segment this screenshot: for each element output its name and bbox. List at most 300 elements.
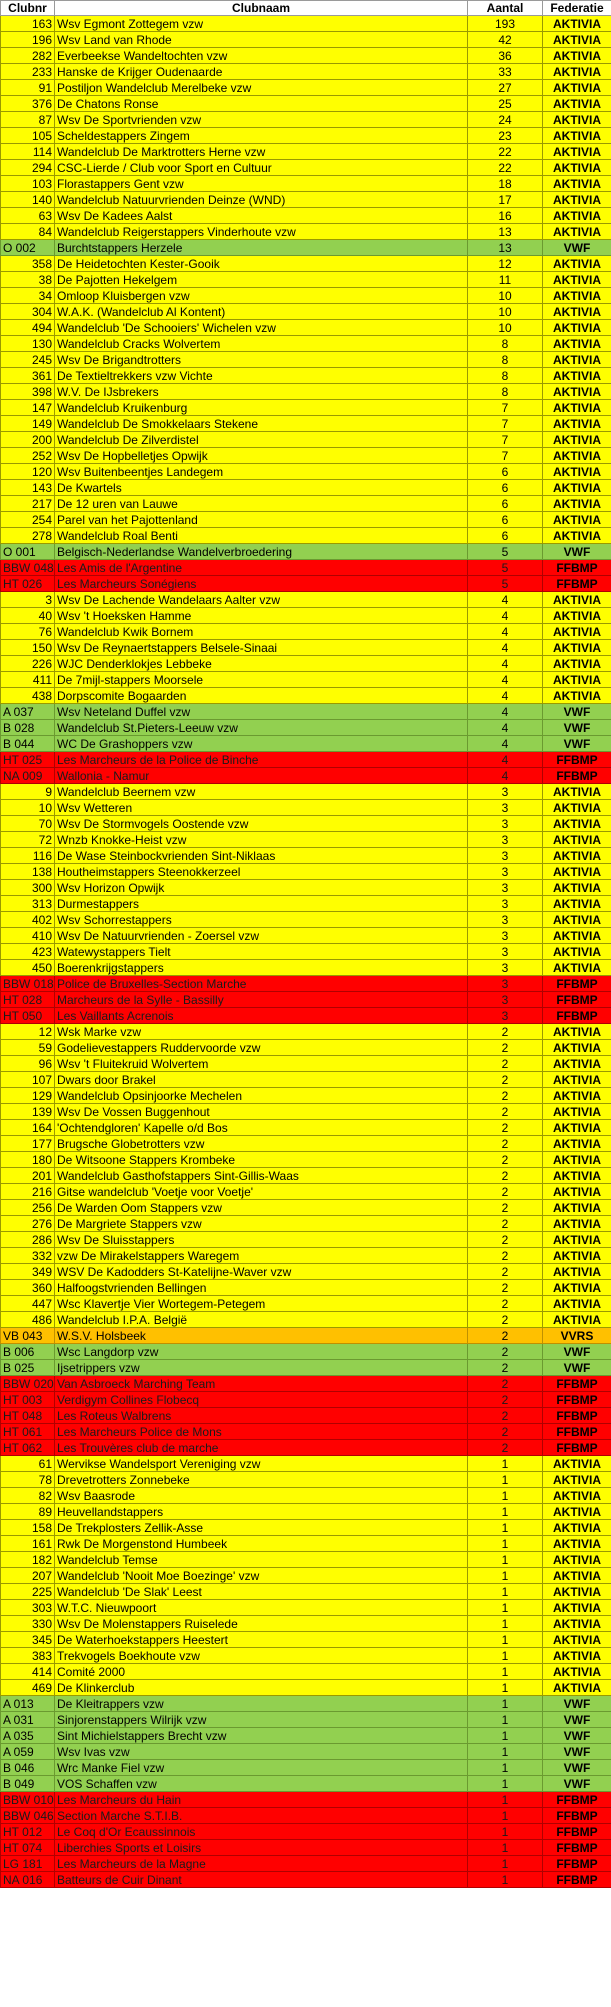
cell-aantal[interactable]: 18 xyxy=(468,176,543,192)
cell-federatie[interactable]: FFBMP xyxy=(543,976,611,992)
cell-aantal[interactable]: 2 xyxy=(468,1024,543,1040)
cell-federatie[interactable]: VWF xyxy=(543,1360,611,1376)
cell-clubnr[interactable]: HT 025 xyxy=(1,752,55,768)
cell-clubnaam[interactable]: Heuvellandstappers xyxy=(55,1504,468,1520)
cell-aantal[interactable]: 2 xyxy=(468,1440,543,1456)
cell-federatie[interactable]: FFBMP xyxy=(543,560,611,576)
cell-clubnaam[interactable]: Wandelclub Opsinjoorke Mechelen xyxy=(55,1088,468,1104)
cell-clubnaam[interactable]: Boerenkrijgstappers xyxy=(55,960,468,976)
cell-federatie[interactable]: AKTIVIA xyxy=(543,1248,611,1264)
cell-clubnaam[interactable]: Wandelclub De Smokkelaars Stekene xyxy=(55,416,468,432)
cell-clubnaam[interactable]: Van Asbroeck Marching Team xyxy=(55,1376,468,1392)
cell-clubnr[interactable]: BBW 046 xyxy=(1,1808,55,1824)
cell-federatie[interactable]: VWF xyxy=(543,1744,611,1760)
cell-clubnaam[interactable]: Les Marcheurs de la Magne xyxy=(55,1856,468,1872)
cell-federatie[interactable]: AKTIVIA xyxy=(543,688,611,704)
cell-clubnr[interactable]: 207 xyxy=(1,1568,55,1584)
cell-clubnaam[interactable]: De Trekplosters Zellik-Asse xyxy=(55,1520,468,1536)
cell-clubnr[interactable]: VB 043 xyxy=(1,1328,55,1344)
cell-clubnaam[interactable]: Wandelclub Roal Benti xyxy=(55,528,468,544)
cell-federatie[interactable]: FFBMP xyxy=(543,1408,611,1424)
cell-aantal[interactable]: 7 xyxy=(468,400,543,416)
cell-clubnr[interactable]: NA 009 xyxy=(1,768,55,784)
cell-clubnaam[interactable]: WJC Denderklokjes Lebbeke xyxy=(55,656,468,672)
cell-clubnr[interactable]: B 028 xyxy=(1,720,55,736)
cell-aantal[interactable]: 1 xyxy=(468,1456,543,1472)
cell-federatie[interactable]: AKTIVIA xyxy=(543,464,611,480)
cell-clubnaam[interactable]: Wallonia - Namur xyxy=(55,768,468,784)
cell-aantal[interactable]: 4 xyxy=(468,736,543,752)
cell-clubnr[interactable]: HT 026 xyxy=(1,576,55,592)
cell-aantal[interactable]: 3 xyxy=(468,896,543,912)
cell-federatie[interactable]: AKTIVIA xyxy=(543,1168,611,1184)
cell-aantal[interactable]: 3 xyxy=(468,784,543,800)
cell-aantal[interactable]: 2 xyxy=(468,1216,543,1232)
cell-clubnaam[interactable]: Wandelclub Beernem vzw xyxy=(55,784,468,800)
cell-clubnr[interactable]: HT 062 xyxy=(1,1440,55,1456)
cell-clubnaam[interactable]: Wandelclub Kwik Bornem xyxy=(55,624,468,640)
cell-clubnr[interactable]: 383 xyxy=(1,1648,55,1664)
cell-clubnr[interactable]: LG 181 xyxy=(1,1856,55,1872)
cell-clubnaam[interactable]: Wsv De Natuurvrienden - Zoersel vzw xyxy=(55,928,468,944)
cell-federatie[interactable]: AKTIVIA xyxy=(543,1152,611,1168)
cell-clubnr[interactable]: 129 xyxy=(1,1088,55,1104)
cell-federatie[interactable]: AKTIVIA xyxy=(543,96,611,112)
cell-federatie[interactable]: FFBMP xyxy=(543,992,611,1008)
cell-clubnr[interactable]: BBW 048 xyxy=(1,560,55,576)
cell-clubnaam[interactable]: Houtheimstappers Steenokkerzeel xyxy=(55,864,468,880)
cell-clubnr[interactable]: 410 xyxy=(1,928,55,944)
cell-clubnr[interactable]: 140 xyxy=(1,192,55,208)
cell-clubnaam[interactable]: Trekvogels Boekhoute vzw xyxy=(55,1648,468,1664)
cell-clubnaam[interactable]: Drevetrotters Zonnebeke xyxy=(55,1472,468,1488)
cell-aantal[interactable]: 3 xyxy=(468,832,543,848)
cell-federatie[interactable]: AKTIVIA xyxy=(543,64,611,80)
cell-federatie[interactable]: AKTIVIA xyxy=(543,32,611,48)
cell-clubnr[interactable]: 34 xyxy=(1,288,55,304)
cell-federatie[interactable]: AKTIVIA xyxy=(543,1040,611,1056)
cell-federatie[interactable]: AKTIVIA xyxy=(543,112,611,128)
cell-federatie[interactable]: AKTIVIA xyxy=(543,1280,611,1296)
cell-clubnr[interactable]: 96 xyxy=(1,1056,55,1072)
cell-federatie[interactable]: AKTIVIA xyxy=(543,800,611,816)
cell-federatie[interactable]: FFBMP xyxy=(543,752,611,768)
cell-clubnaam[interactable]: Gitse wandelclub 'Voetje voor Voetje' xyxy=(55,1184,468,1200)
cell-aantal[interactable]: 1 xyxy=(468,1664,543,1680)
cell-aantal[interactable]: 3 xyxy=(468,800,543,816)
cell-clubnaam[interactable]: W.A.K. (Wandelclub Al Kontent) xyxy=(55,304,468,320)
cell-aantal[interactable]: 2 xyxy=(468,1328,543,1344)
cell-aantal[interactable]: 5 xyxy=(468,560,543,576)
cell-aantal[interactable]: 2 xyxy=(468,1344,543,1360)
cell-aantal[interactable]: 3 xyxy=(468,816,543,832)
column-header-aantal[interactable]: Aantal xyxy=(468,1,543,16)
cell-aantal[interactable]: 2 xyxy=(468,1200,543,1216)
cell-clubnaam[interactable]: Wsv De Brigandtrotters xyxy=(55,352,468,368)
cell-clubnaam[interactable]: Wsv Horizon Opwijk xyxy=(55,880,468,896)
cell-federatie[interactable]: AKTIVIA xyxy=(543,1056,611,1072)
cell-clubnr[interactable]: 300 xyxy=(1,880,55,896)
cell-clubnaam[interactable]: Florastappers Gent vzw xyxy=(55,176,468,192)
cell-clubnr[interactable]: B 044 xyxy=(1,736,55,752)
cell-aantal[interactable]: 4 xyxy=(468,656,543,672)
cell-clubnr[interactable]: HT 074 xyxy=(1,1840,55,1856)
cell-clubnaam[interactable]: Liberchies Sports et Loisirs xyxy=(55,1840,468,1856)
cell-federatie[interactable]: AKTIVIA xyxy=(543,1680,611,1696)
cell-clubnr[interactable]: A 031 xyxy=(1,1712,55,1728)
cell-clubnaam[interactable]: Wandelclub De Zilverdistel xyxy=(55,432,468,448)
cell-clubnr[interactable]: HT 028 xyxy=(1,992,55,1008)
cell-clubnr[interactable]: 12 xyxy=(1,1024,55,1040)
cell-clubnaam[interactable]: Wsv Baasrode xyxy=(55,1488,468,1504)
cell-aantal[interactable]: 2 xyxy=(468,1136,543,1152)
cell-clubnaam[interactable]: Ijsetrippers vzw xyxy=(55,1360,468,1376)
cell-federatie[interactable]: AKTIVIA xyxy=(543,864,611,880)
cell-aantal[interactable]: 1 xyxy=(468,1520,543,1536)
cell-clubnaam[interactable]: De Warden Oom Stappers vzw xyxy=(55,1200,468,1216)
cell-aantal[interactable]: 4 xyxy=(468,592,543,608)
cell-federatie[interactable]: FFBMP xyxy=(543,1440,611,1456)
cell-federatie[interactable]: VWF xyxy=(543,736,611,752)
cell-aantal[interactable]: 3 xyxy=(468,912,543,928)
cell-clubnaam[interactable]: Omloop Kluisbergen vzw xyxy=(55,288,468,304)
cell-federatie[interactable]: AKTIVIA xyxy=(543,1456,611,1472)
cell-clubnaam[interactable]: Wandelclub Cracks Wolvertem xyxy=(55,336,468,352)
cell-aantal[interactable]: 6 xyxy=(468,480,543,496)
cell-aantal[interactable]: 1 xyxy=(468,1712,543,1728)
cell-clubnaam[interactable]: Wsk Marke vzw xyxy=(55,1024,468,1040)
cell-aantal[interactable]: 2 xyxy=(468,1072,543,1088)
cell-aantal[interactable]: 27 xyxy=(468,80,543,96)
cell-federatie[interactable]: AKTIVIA xyxy=(543,160,611,176)
cell-clubnaam[interactable]: Marcheurs de la Sylle - Bassilly xyxy=(55,992,468,1008)
cell-federatie[interactable]: VWF xyxy=(543,704,611,720)
cell-clubnaam[interactable]: Wsv Egmont Zottegem vzw xyxy=(55,16,468,32)
cell-clubnr[interactable]: 361 xyxy=(1,368,55,384)
cell-aantal[interactable]: 8 xyxy=(468,336,543,352)
cell-federatie[interactable]: VWF xyxy=(543,1776,611,1792)
cell-clubnr[interactable]: 164 xyxy=(1,1120,55,1136)
cell-aantal[interactable]: 22 xyxy=(468,160,543,176)
cell-clubnr[interactable]: 276 xyxy=(1,1216,55,1232)
cell-federatie[interactable]: AKTIVIA xyxy=(543,176,611,192)
cell-clubnr[interactable]: 303 xyxy=(1,1600,55,1616)
cell-federatie[interactable]: AKTIVIA xyxy=(543,1184,611,1200)
cell-federatie[interactable]: AKTIVIA xyxy=(543,960,611,976)
cell-clubnaam[interactable]: Parel van het Pajottenland xyxy=(55,512,468,528)
cell-clubnr[interactable]: 469 xyxy=(1,1680,55,1696)
cell-clubnaam[interactable]: Les Roteus Walbrens xyxy=(55,1408,468,1424)
cell-federatie[interactable]: AKTIVIA xyxy=(543,128,611,144)
cell-clubnaam[interactable]: Wandelclub I.P.A. België xyxy=(55,1312,468,1328)
cell-aantal[interactable]: 1 xyxy=(468,1504,543,1520)
cell-federatie[interactable]: AKTIVIA xyxy=(543,1264,611,1280)
cell-clubnr[interactable]: 38 xyxy=(1,272,55,288)
cell-clubnr[interactable]: 349 xyxy=(1,1264,55,1280)
cell-aantal[interactable]: 10 xyxy=(468,304,543,320)
cell-federatie[interactable]: FFBMP xyxy=(543,1872,611,1888)
cell-aantal[interactable]: 1 xyxy=(468,1632,543,1648)
cell-clubnr[interactable]: 10 xyxy=(1,800,55,816)
cell-aantal[interactable]: 10 xyxy=(468,288,543,304)
cell-clubnr[interactable]: 450 xyxy=(1,960,55,976)
cell-aantal[interactable]: 10 xyxy=(468,320,543,336)
cell-aantal[interactable]: 11 xyxy=(468,272,543,288)
cell-federatie[interactable]: FFBMP xyxy=(543,1424,611,1440)
cell-clubnaam[interactable]: Wsv De Molenstappers Ruiselede xyxy=(55,1616,468,1632)
cell-federatie[interactable]: VWF xyxy=(543,544,611,560)
cell-clubnaam[interactable]: Watewystappers Tielt xyxy=(55,944,468,960)
cell-aantal[interactable]: 25 xyxy=(468,96,543,112)
cell-aantal[interactable]: 6 xyxy=(468,528,543,544)
cell-clubnaam[interactable]: Verdigym Collines Flobecq xyxy=(55,1392,468,1408)
cell-federatie[interactable]: AKTIVIA xyxy=(543,1200,611,1216)
cell-federatie[interactable]: FFBMP xyxy=(543,1808,611,1824)
cell-aantal[interactable]: 4 xyxy=(468,608,543,624)
cell-clubnr[interactable]: 116 xyxy=(1,848,55,864)
cell-clubnr[interactable]: 72 xyxy=(1,832,55,848)
cell-clubnr[interactable]: 313 xyxy=(1,896,55,912)
cell-clubnaam[interactable]: Wandelclub Temse xyxy=(55,1552,468,1568)
cell-aantal[interactable]: 2 xyxy=(468,1280,543,1296)
cell-clubnaam[interactable]: Sinjorenstappers Wilrijk vzw xyxy=(55,1712,468,1728)
cell-federatie[interactable]: AKTIVIA xyxy=(543,1568,611,1584)
cell-federatie[interactable]: AKTIVIA xyxy=(543,272,611,288)
cell-clubnr[interactable]: 217 xyxy=(1,496,55,512)
cell-clubnr[interactable]: 486 xyxy=(1,1312,55,1328)
column-header-clubnr[interactable]: Clubnr xyxy=(1,1,55,16)
cell-clubnaam[interactable]: Postiljon Wandelclub Merelbeke vzw xyxy=(55,80,468,96)
cell-clubnaam[interactable]: Les Trouvères club de marche xyxy=(55,1440,468,1456)
cell-aantal[interactable]: 2 xyxy=(468,1376,543,1392)
cell-federatie[interactable]: AKTIVIA xyxy=(543,816,611,832)
cell-clubnr[interactable]: HT 012 xyxy=(1,1824,55,1840)
cell-clubnr[interactable]: 447 xyxy=(1,1296,55,1312)
cell-clubnr[interactable]: 138 xyxy=(1,864,55,880)
cell-aantal[interactable]: 3 xyxy=(468,944,543,960)
cell-aantal[interactable]: 1 xyxy=(468,1696,543,1712)
cell-clubnr[interactable]: B 049 xyxy=(1,1776,55,1792)
cell-federatie[interactable]: AKTIVIA xyxy=(543,1232,611,1248)
cell-aantal[interactable]: 3 xyxy=(468,880,543,896)
cell-federatie[interactable]: AKTIVIA xyxy=(543,368,611,384)
cell-clubnr[interactable]: 245 xyxy=(1,352,55,368)
cell-clubnaam[interactable]: De Chatons Ronse xyxy=(55,96,468,112)
cell-federatie[interactable]: VWF xyxy=(543,1728,611,1744)
cell-clubnaam[interactable]: Les Amis de l'Argentine xyxy=(55,560,468,576)
cell-clubnaam[interactable]: De Kwartels xyxy=(55,480,468,496)
cell-clubnr[interactable]: 330 xyxy=(1,1616,55,1632)
cell-clubnaam[interactable]: VOS Schaffen vzw xyxy=(55,1776,468,1792)
cell-federatie[interactable]: AKTIVIA xyxy=(543,1072,611,1088)
cell-clubnaam[interactable]: Wervikse Wandelsport Vereniging vzw xyxy=(55,1456,468,1472)
cell-federatie[interactable]: AKTIVIA xyxy=(543,144,611,160)
cell-federatie[interactable]: VWF xyxy=(543,1344,611,1360)
cell-federatie[interactable]: AKTIVIA xyxy=(543,1504,611,1520)
cell-federatie[interactable]: FFBMP xyxy=(543,1008,611,1024)
cell-federatie[interactable]: AKTIVIA xyxy=(543,432,611,448)
cell-federatie[interactable]: AKTIVIA xyxy=(543,1632,611,1648)
cell-clubnr[interactable]: 494 xyxy=(1,320,55,336)
cell-federatie[interactable]: AKTIVIA xyxy=(543,1024,611,1040)
cell-clubnr[interactable]: 254 xyxy=(1,512,55,528)
cell-clubnaam[interactable]: Wandelclub De Marktrotters Herne vzw xyxy=(55,144,468,160)
cell-federatie[interactable]: VWF xyxy=(543,240,611,256)
cell-clubnaam[interactable]: Wsv Ivas vzw xyxy=(55,1744,468,1760)
cell-aantal[interactable]: 8 xyxy=(468,368,543,384)
cell-clubnaam[interactable]: Wandelclub 'De Schooiers' Wichelen vzw xyxy=(55,320,468,336)
cell-clubnaam[interactable]: Wsv De Kadees Aalst xyxy=(55,208,468,224)
cell-aantal[interactable]: 2 xyxy=(468,1424,543,1440)
cell-clubnr[interactable]: 84 xyxy=(1,224,55,240)
cell-federatie[interactable]: AKTIVIA xyxy=(543,640,611,656)
cell-clubnr[interactable]: 345 xyxy=(1,1632,55,1648)
cell-aantal[interactable]: 7 xyxy=(468,448,543,464)
cell-aantal[interactable]: 2 xyxy=(468,1360,543,1376)
cell-clubnr[interactable]: 332 xyxy=(1,1248,55,1264)
cell-aantal[interactable]: 36 xyxy=(468,48,543,64)
cell-federatie[interactable]: AKTIVIA xyxy=(543,1552,611,1568)
cell-clubnr[interactable]: 105 xyxy=(1,128,55,144)
cell-clubnaam[interactable]: Wsv De Lachende Wandelaars Aalter vzw xyxy=(55,592,468,608)
cell-clubnr[interactable]: 82 xyxy=(1,1488,55,1504)
cell-federatie[interactable]: AKTIVIA xyxy=(543,848,611,864)
cell-clubnr[interactable]: 200 xyxy=(1,432,55,448)
cell-aantal[interactable]: 4 xyxy=(468,720,543,736)
cell-clubnaam[interactable]: Les Marcheurs du Hain xyxy=(55,1792,468,1808)
cell-clubnaam[interactable]: Durmestappers xyxy=(55,896,468,912)
cell-clubnr[interactable]: 147 xyxy=(1,400,55,416)
cell-federatie[interactable]: AKTIVIA xyxy=(543,1312,611,1328)
column-header-clubnaam[interactable]: Clubnaam xyxy=(55,1,468,16)
cell-aantal[interactable]: 1 xyxy=(468,1568,543,1584)
cell-clubnr[interactable]: B 006 xyxy=(1,1344,55,1360)
cell-clubnr[interactable]: 286 xyxy=(1,1232,55,1248)
cell-aantal[interactable]: 1 xyxy=(468,1776,543,1792)
cell-aantal[interactable]: 8 xyxy=(468,384,543,400)
cell-clubnr[interactable]: 76 xyxy=(1,624,55,640)
cell-clubnr[interactable]: 282 xyxy=(1,48,55,64)
cell-clubnr[interactable]: 414 xyxy=(1,1664,55,1680)
cell-federatie[interactable]: FFBMP xyxy=(543,1856,611,1872)
cell-federatie[interactable]: AKTIVIA xyxy=(543,288,611,304)
cell-clubnaam[interactable]: Section Marche S.T.I.B. xyxy=(55,1808,468,1824)
cell-aantal[interactable]: 2 xyxy=(468,1104,543,1120)
cell-aantal[interactable]: 3 xyxy=(468,976,543,992)
cell-clubnr[interactable]: BBW 018 xyxy=(1,976,55,992)
cell-clubnaam[interactable]: De Kleitrappers vzw xyxy=(55,1696,468,1712)
cell-aantal[interactable]: 1 xyxy=(468,1552,543,1568)
cell-aantal[interactable]: 13 xyxy=(468,224,543,240)
cell-aantal[interactable]: 4 xyxy=(468,640,543,656)
cell-clubnr[interactable]: 103 xyxy=(1,176,55,192)
cell-aantal[interactable]: 1 xyxy=(468,1648,543,1664)
cell-aantal[interactable]: 33 xyxy=(468,64,543,80)
cell-clubnaam[interactable]: W.S.V. Holsbeek xyxy=(55,1328,468,1344)
cell-aantal[interactable]: 17 xyxy=(468,192,543,208)
cell-aantal[interactable]: 2 xyxy=(468,1088,543,1104)
cell-clubnr[interactable]: HT 050 xyxy=(1,1008,55,1024)
cell-aantal[interactable]: 2 xyxy=(468,1056,543,1072)
cell-clubnaam[interactable]: WSV De Kadodders St-Katelijne-Waver vzw xyxy=(55,1264,468,1280)
cell-aantal[interactable]: 2 xyxy=(468,1392,543,1408)
cell-clubnaam[interactable]: W.V. De IJsbrekers xyxy=(55,384,468,400)
cell-clubnaam[interactable]: Wsc Klavertje Vier Wortegem-Petegem xyxy=(55,1296,468,1312)
cell-federatie[interactable]: AKTIVIA xyxy=(543,1088,611,1104)
cell-clubnr[interactable]: 278 xyxy=(1,528,55,544)
cell-clubnr[interactable]: 402 xyxy=(1,912,55,928)
cell-clubnaam[interactable]: Hanske de Krijger Oudenaarde xyxy=(55,64,468,80)
cell-clubnr[interactable]: A 035 xyxy=(1,1728,55,1744)
cell-clubnr[interactable]: 59 xyxy=(1,1040,55,1056)
cell-federatie[interactable]: VWF xyxy=(543,1760,611,1776)
cell-aantal[interactable]: 1 xyxy=(468,1824,543,1840)
cell-clubnaam[interactable]: Wsv Buitenbeentjes Landegem xyxy=(55,464,468,480)
cell-federatie[interactable]: FFBMP xyxy=(543,1840,611,1856)
cell-federatie[interactable]: AKTIVIA xyxy=(543,48,611,64)
cell-clubnaam[interactable]: Rwk De Morgenstond Humbeek xyxy=(55,1536,468,1552)
cell-clubnaam[interactable]: De Textieltrekkers vzw Vichte xyxy=(55,368,468,384)
cell-federatie[interactable]: VWF xyxy=(543,1712,611,1728)
cell-federatie[interactable]: AKTIVIA xyxy=(543,944,611,960)
cell-clubnaam[interactable]: Wandelclub 'De Slak' Leest xyxy=(55,1584,468,1600)
cell-aantal[interactable]: 8 xyxy=(468,352,543,368)
cell-federatie[interactable]: AKTIVIA xyxy=(543,1472,611,1488)
cell-clubnr[interactable]: 201 xyxy=(1,1168,55,1184)
cell-aantal[interactable]: 22 xyxy=(468,144,543,160)
cell-clubnaam[interactable]: Dorpscomite Bogaarden xyxy=(55,688,468,704)
cell-aantal[interactable]: 2 xyxy=(468,1184,543,1200)
cell-clubnr[interactable]: 225 xyxy=(1,1584,55,1600)
cell-aantal[interactable]: 4 xyxy=(468,624,543,640)
cell-aantal[interactable]: 4 xyxy=(468,704,543,720)
cell-aantal[interactable]: 1 xyxy=(468,1760,543,1776)
cell-federatie[interactable]: AKTIVIA xyxy=(543,656,611,672)
cell-clubnaam[interactable]: Wsv De Sportvrienden vzw xyxy=(55,112,468,128)
cell-federatie[interactable]: AKTIVIA xyxy=(543,1536,611,1552)
cell-clubnaam[interactable]: Wsv Wetteren xyxy=(55,800,468,816)
cell-clubnr[interactable]: 196 xyxy=(1,32,55,48)
cell-clubnr[interactable]: 61 xyxy=(1,1456,55,1472)
cell-clubnr[interactable]: O 001 xyxy=(1,544,55,560)
cell-clubnaam[interactable]: Wandelclub Gasthofstappers Sint-Gillis-Waas xyxy=(55,1168,468,1184)
cell-aantal[interactable]: 2 xyxy=(468,1264,543,1280)
cell-federatie[interactable]: AKTIVIA xyxy=(543,1216,611,1232)
cell-aantal[interactable]: 1 xyxy=(468,1808,543,1824)
cell-clubnr[interactable]: 40 xyxy=(1,608,55,624)
cell-federatie[interactable]: AKTIVIA xyxy=(543,512,611,528)
cell-clubnaam[interactable]: Wandelclub 'Nooit Moe Boezinge' vzw xyxy=(55,1568,468,1584)
cell-aantal[interactable]: 1 xyxy=(468,1856,543,1872)
cell-clubnaam[interactable]: Wrc Manke Fiel vzw xyxy=(55,1760,468,1776)
cell-clubnaam[interactable]: Le Coq d'Or Ecaussinnois xyxy=(55,1824,468,1840)
cell-clubnaam[interactable]: Godelievestappers Ruddervoorde vzw xyxy=(55,1040,468,1056)
cell-clubnr[interactable]: 163 xyxy=(1,16,55,32)
cell-federatie[interactable]: AKTIVIA xyxy=(543,1664,611,1680)
cell-federatie[interactable]: AKTIVIA xyxy=(543,480,611,496)
cell-clubnr[interactable]: 376 xyxy=(1,96,55,112)
cell-aantal[interactable]: 2 xyxy=(468,1312,543,1328)
cell-federatie[interactable]: AKTIVIA xyxy=(543,80,611,96)
cell-clubnr[interactable]: 63 xyxy=(1,208,55,224)
cell-aantal[interactable]: 2 xyxy=(468,1232,543,1248)
cell-clubnr[interactable]: NA 016 xyxy=(1,1872,55,1888)
cell-clubnr[interactable]: 139 xyxy=(1,1104,55,1120)
cell-clubnr[interactable]: 78 xyxy=(1,1472,55,1488)
cell-clubnaam[interactable]: Burchtstappers Herzele xyxy=(55,240,468,256)
cell-clubnr[interactable]: 143 xyxy=(1,480,55,496)
cell-clubnaam[interactable]: Brugsche Globetrotters vzw xyxy=(55,1136,468,1152)
